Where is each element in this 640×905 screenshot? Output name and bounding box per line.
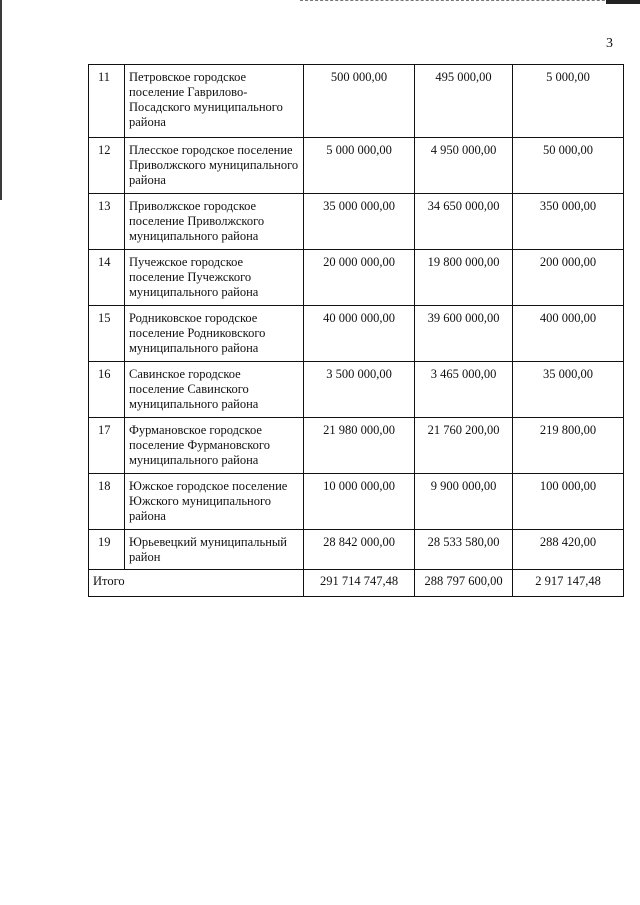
scan-artifact-line (300, 0, 640, 6)
table-row (89, 250, 624, 306)
row-number: 19 (89, 530, 125, 570)
amount-col3: 350 000,00 (513, 194, 624, 250)
amount-col3: 35 000,00 (513, 362, 624, 418)
amount-col1: 40 000 000,00 (304, 306, 415, 362)
row-number: 13 (89, 194, 125, 250)
amount-col2: 4 950 000,00 (415, 138, 513, 194)
total-col1: 291 714 747,48 (304, 570, 415, 597)
amount-col3: 400 000,00 (513, 306, 624, 362)
municipality-name: Петровское городское поселение Гаврилово-Посадского муниципального района (125, 65, 304, 138)
row-number: 15 (89, 306, 125, 362)
table-row (89, 362, 624, 418)
table-row (89, 530, 624, 570)
table-row (89, 65, 624, 138)
municipality-name: Приволжское городское поселение Приволжского муниципального района (125, 194, 304, 250)
total-col2: 288 797 600,00 (415, 570, 513, 597)
row-number: 12 (89, 138, 125, 194)
amount-col1: 20 000 000,00 (304, 250, 415, 306)
total-row (89, 570, 624, 597)
municipality-name: Плесское городское поселение Приволжского муниципального района (125, 138, 304, 194)
amount-col3: 5 000,00 (513, 65, 624, 138)
amount-col2: 495 000,00 (415, 65, 513, 138)
amount-col1: 35 000 000,00 (304, 194, 415, 250)
municipality-name: Южское городское поселение Южского муниципального района (125, 474, 304, 530)
table-row (89, 474, 624, 530)
amount-col2: 9 900 000,00 (415, 474, 513, 530)
amount-col1: 3 500 000,00 (304, 362, 415, 418)
municipality-name: Юрьевецкий муниципальный район (125, 530, 304, 570)
amount-col2: 28 533 580,00 (415, 530, 513, 570)
amount-col3: 200 000,00 (513, 250, 624, 306)
total-label: Итого (89, 570, 304, 597)
municipality-name: Фурмановское городское поселение Фурмановского муниципального района (125, 418, 304, 474)
amount-col1: 21 980 000,00 (304, 418, 415, 474)
scan-artifact-mark (606, 0, 640, 4)
row-number: 11 (89, 65, 125, 138)
amount-col3: 100 000,00 (513, 474, 624, 530)
municipality-name: Пучежское городское поселение Пучежского муниципального района (125, 250, 304, 306)
table-row (89, 138, 624, 194)
amount-col3: 288 420,00 (513, 530, 624, 570)
row-number: 17 (89, 418, 125, 474)
page-number: 3 (606, 36, 613, 51)
amount-col2: 19 800 000,00 (415, 250, 513, 306)
amount-col1: 28 842 000,00 (304, 530, 415, 570)
amount-col2: 34 650 000,00 (415, 194, 513, 250)
municipality-name: Савинское городское поселение Савинского муниципального района (125, 362, 304, 418)
allocation-table (88, 64, 624, 597)
table-row (89, 194, 624, 250)
amount-col3: 219 800,00 (513, 418, 624, 474)
table-row (89, 418, 624, 474)
amount-col3: 50 000,00 (513, 138, 624, 194)
row-number: 14 (89, 250, 125, 306)
amount-col2: 39 600 000,00 (415, 306, 513, 362)
amount-col2: 21 760 200,00 (415, 418, 513, 474)
page-left-edge-mark (0, 0, 2, 200)
row-number: 16 (89, 362, 125, 418)
municipality-name: Родниковское городское поселение Родниковского муниципального района (125, 306, 304, 362)
table-row (89, 306, 624, 362)
row-number: 18 (89, 474, 125, 530)
amount-col1: 5 000 000,00 (304, 138, 415, 194)
total-col3: 2 917 147,48 (513, 570, 624, 597)
amount-col1: 500 000,00 (304, 65, 415, 138)
amount-col1: 10 000 000,00 (304, 474, 415, 530)
amount-col2: 3 465 000,00 (415, 362, 513, 418)
